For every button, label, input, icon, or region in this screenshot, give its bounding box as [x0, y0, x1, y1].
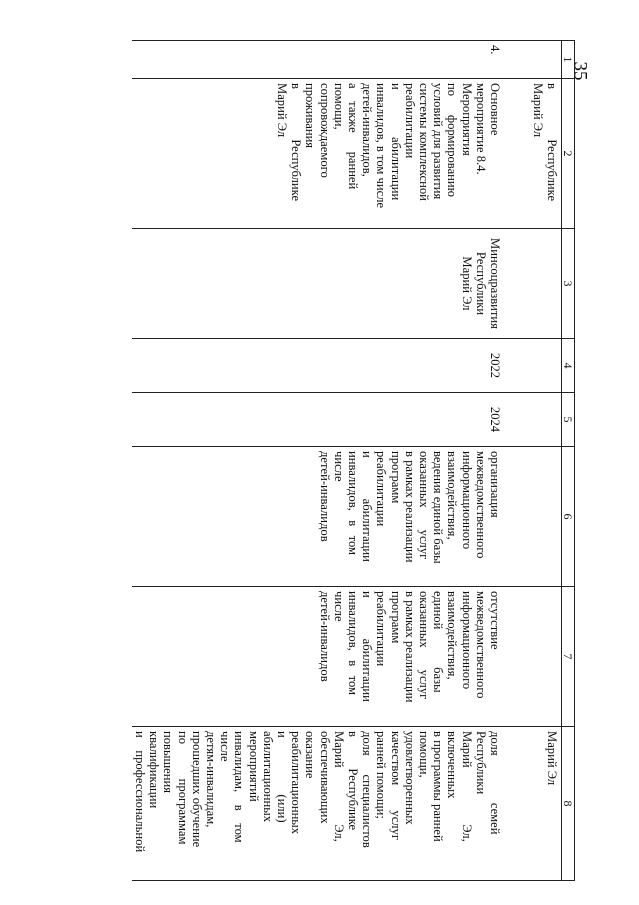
col6-line: инвалидов, в том [345, 451, 360, 555]
col7-line: отсутствие [488, 591, 502, 650]
col6-line: в рамках реализации [402, 451, 417, 563]
col6-line: детей-инвалидов [317, 451, 332, 542]
col8-line: доля специалистов [360, 731, 375, 848]
col2-line: в Республике [289, 83, 304, 202]
cont-col3 [504, 229, 562, 339]
end-year: 2024 [132, 393, 504, 447]
header-cell-7: 7 [562, 587, 575, 727]
col7-line: числе [331, 591, 346, 622]
col2-line: детей-инвалидов, [360, 83, 375, 177]
col8-line: по программам [175, 731, 190, 845]
start-year: 2022 [132, 339, 504, 393]
col2-line: инвалидов, в том числе [374, 83, 389, 209]
col7-line: в рамках реализации [402, 591, 417, 703]
col2-line: сопровождаемого [317, 83, 332, 178]
col7-line: инвалидов, в том [345, 591, 360, 695]
cont-col1 [504, 41, 562, 79]
col7-line: детей-инвалидов [317, 591, 332, 682]
col8-line: абилитационных [260, 731, 275, 823]
measure-description [132, 79, 504, 229]
col8-line: реабилитационных [289, 731, 304, 835]
col6-line: взаимодействия, [445, 451, 460, 540]
col8-line: ранней помощи; [374, 731, 389, 819]
col7-line: реабилитации [374, 591, 389, 667]
col2-line: Основное [488, 83, 502, 136]
header-cell-2: 2 [562, 79, 575, 229]
col8-line: включенных [445, 731, 460, 799]
cont-col7 [504, 587, 562, 727]
page-number: 35 [569, 61, 591, 81]
col6-line: программ [388, 451, 403, 504]
col8-line: повышения [161, 731, 176, 794]
col2-line: и абилитации [388, 83, 403, 201]
col8-line: Марий Эл, [331, 731, 346, 842]
cont-col2-line: в Республике [545, 83, 559, 202]
col8-line: и профессиональной [132, 731, 147, 853]
col8-line: помощи, [416, 731, 431, 778]
col3-line: Марий Эл [459, 256, 474, 311]
col6-line: реабилитации [374, 451, 389, 527]
col6-line: числе [331, 451, 346, 482]
responsible-executor [132, 229, 504, 339]
col6-line: и абилитации [360, 451, 375, 562]
col6-line: организация [488, 451, 502, 518]
col8-line: доля семей [488, 731, 502, 835]
col7-line: оказанных услуг [416, 591, 431, 700]
col8-line: качеством услуг [388, 731, 403, 841]
col7-line: программ [388, 591, 403, 644]
header-cell-4: 4 [562, 339, 575, 393]
col2-line: системы комплексной [416, 83, 431, 201]
col6-line: межведомственного [473, 451, 488, 559]
col6-line: информационного [459, 451, 474, 550]
col7-line: информационного [459, 591, 474, 690]
col8-line: детям-инвалидам, [203, 731, 218, 828]
col8-line: в программы ранней [431, 731, 446, 842]
col2-line: условий для развития [431, 83, 446, 200]
col2-line: мероприятие 8.4. [473, 83, 488, 175]
col8-line: числе [218, 731, 233, 762]
col8-line: Республики [473, 731, 488, 795]
col6-line: ведения единой базы [431, 451, 446, 564]
cont-col6 [504, 447, 562, 587]
related-indicators [132, 727, 504, 881]
header-cell-5: 5 [562, 393, 575, 447]
cont-col4 [504, 339, 562, 393]
cont-col8-line: Марий Эл [545, 731, 559, 786]
col2-line: по формированию [445, 83, 460, 198]
header-cell-3: 3 [562, 229, 575, 339]
col8-line: мероприятий [246, 731, 261, 802]
cont-col2 [504, 79, 562, 229]
col2-line: реабилитации [402, 83, 417, 159]
col7-line: и абилитации [360, 591, 375, 702]
col3-line: Минсоцразвития [488, 238, 502, 329]
header-cell-8: 8 [562, 727, 575, 881]
col2-line: Мероприятия [459, 83, 474, 156]
col7-line: единой базы [431, 591, 446, 693]
col8-line: удовлетворенных [402, 731, 417, 825]
col8-line: обеспечивающих [317, 731, 332, 824]
col8-line: инвалидам, в том [232, 731, 247, 843]
consequences-of-non-implementation [132, 587, 504, 727]
col3-line: Республики [473, 251, 488, 316]
measure-row-4 [132, 41, 504, 881]
cont-col5 [504, 393, 562, 447]
column-number-header-row [562, 41, 575, 881]
header-cell-1: 1 [562, 41, 575, 79]
col2-line: а также ранней [345, 83, 360, 190]
cont-col8 [504, 727, 562, 881]
measures-table [132, 40, 575, 881]
rotated-table-container [119, 40, 575, 880]
col7-line: межведомственного [473, 591, 488, 699]
header-cell-6: 6 [562, 447, 575, 587]
expected-result [132, 447, 504, 587]
row-number: 4. [132, 41, 504, 79]
col8-line: в Республике [345, 731, 360, 831]
col8-line: прошедших обучение [189, 731, 204, 848]
continuation-row [504, 41, 562, 881]
col2-line: помощи, [331, 83, 346, 130]
col7-line: взаимодействия, [445, 591, 460, 680]
col8-line: квалификации [147, 731, 162, 809]
cont-col2-line: Марий Эл [530, 83, 545, 138]
col2-line: Марий Эл [274, 83, 289, 138]
col8-line: Марий Эл, [459, 731, 474, 842]
col2-line: проживания [303, 83, 318, 149]
col8-line: и (или) [274, 731, 289, 823]
col8-line: оказание [303, 731, 318, 779]
col6-line: оказанных услуг [416, 451, 431, 560]
